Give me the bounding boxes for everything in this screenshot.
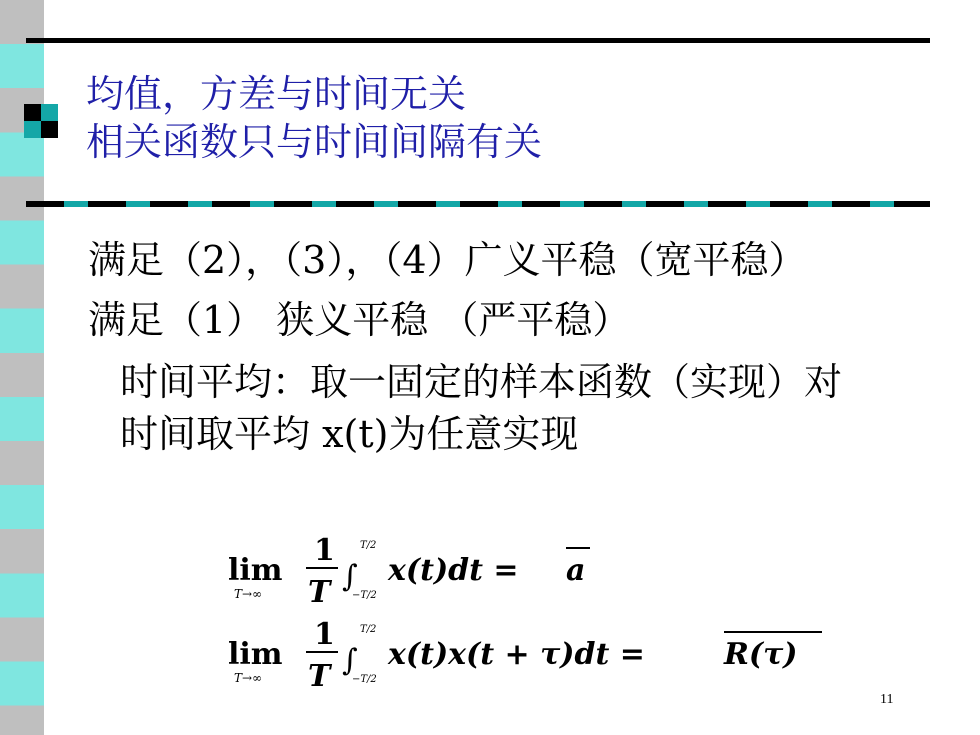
lim-symbol: lim bbox=[228, 553, 283, 588]
fraction-denominator: T bbox=[308, 659, 331, 694]
mean-result: a bbox=[566, 553, 586, 588]
time-correlation-formula bbox=[226, 614, 846, 694]
fraction-numerator: 1 bbox=[314, 617, 335, 652]
slide-title bbox=[86, 70, 542, 166]
fraction-denominator: T bbox=[308, 575, 331, 610]
title-line-1: 均值，方差与时间无关 bbox=[86, 72, 467, 116]
time-mean-formula bbox=[226, 530, 646, 610]
body-line-2: 满足（1） 狭义平稳 （严平稳） bbox=[88, 298, 631, 342]
top-rule bbox=[26, 38, 930, 43]
integral-lower-limit: −T/2 bbox=[352, 590, 377, 601]
dashed-divider bbox=[26, 201, 930, 207]
lim-subscript: T→∞ bbox=[234, 671, 263, 685]
lim-symbol: lim bbox=[228, 637, 283, 672]
square-bullet-icon bbox=[24, 104, 58, 138]
body-line-4: 时间取平均 x(t)为任意实现 bbox=[120, 412, 579, 456]
lim-subscript: T→∞ bbox=[234, 587, 263, 601]
body-line-3: 时间平均：取一固定的样本函数（实现）对 bbox=[120, 360, 843, 404]
correlation-result: R(τ) bbox=[724, 637, 798, 672]
integral-sign: ∫ bbox=[342, 559, 358, 594]
integrand: x(t)x(t + τ)dt = bbox=[388, 637, 645, 672]
integral-upper-limit: T/2 bbox=[360, 540, 377, 551]
integral-sign: ∫ bbox=[342, 643, 358, 678]
integrand: x(t)dt = bbox=[388, 553, 519, 588]
body-line-1: 满足（2），（3），（4）广义平稳（宽平稳） bbox=[88, 238, 807, 282]
page-number: 11 bbox=[880, 692, 894, 707]
integral-lower-limit: −T/2 bbox=[352, 674, 377, 685]
title-line-2: 相关函数只与时间间隔有关 bbox=[86, 120, 543, 164]
fraction-numerator: 1 bbox=[314, 533, 335, 568]
integral-upper-limit: T/2 bbox=[360, 624, 377, 635]
